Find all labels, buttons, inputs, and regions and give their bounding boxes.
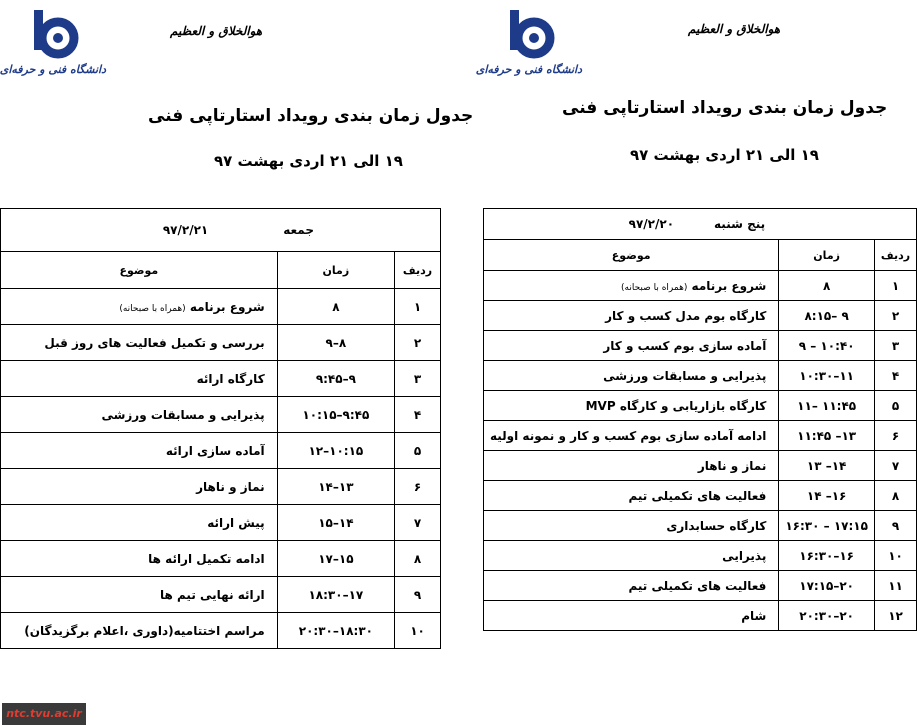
row-time: ۱۱:۴۵ –۱۱ — [779, 391, 875, 421]
row-number: ۹ — [395, 577, 441, 613]
schedule-table-thursday — [483, 208, 917, 631]
row-time: ۱۳–۱۴ — [277, 469, 394, 505]
row-topic — [484, 391, 779, 421]
table-row — [1, 541, 441, 577]
row-time: ۸ — [277, 289, 394, 325]
table-day-row — [484, 209, 917, 240]
row-number: ۶ — [395, 469, 441, 505]
table-row — [484, 361, 917, 391]
row-number: ۴ — [395, 397, 441, 433]
row-topic-text: پذیرایی و مسابقات ورزشی — [603, 368, 767, 383]
row-topic-text: شروع برنامه — [691, 278, 767, 293]
row-time: ۱۵–۱۷ — [277, 541, 394, 577]
row-topic — [484, 271, 779, 301]
row-topic — [1, 361, 278, 397]
row-topic — [484, 571, 779, 601]
header-time: زمان — [277, 252, 394, 289]
row-number: ۱۱ — [874, 571, 916, 601]
table-row — [1, 361, 441, 397]
day-name: جمعه — [283, 223, 314, 237]
row-topic-note: (همراه با صبحانه) — [119, 303, 186, 314]
page-title: جدول زمان بندی رویداد استارتاپی فنی — [148, 106, 474, 126]
day-date: ۹۷/۲/۲۰ — [628, 217, 675, 231]
day-date: ۹۷/۲/۲۱ — [162, 223, 209, 237]
table-row — [484, 451, 917, 481]
row-topic-text: ادامه تکمیل ارائه ها — [148, 551, 265, 566]
table-row — [484, 271, 917, 301]
row-number: ۱۲ — [874, 601, 916, 631]
row-time: ۲۰–۱۷:۱۵ — [779, 571, 875, 601]
row-topic-text: آماده سازی ارائه — [165, 443, 265, 458]
row-topic — [1, 289, 278, 325]
table-row — [1, 469, 441, 505]
row-number: ۳ — [395, 361, 441, 397]
table-row — [1, 289, 441, 325]
site-url-badge: ntc.tvu.ac.ir — [2, 703, 86, 725]
table-row — [484, 541, 917, 571]
table-day-row — [1, 209, 441, 252]
row-topic — [484, 601, 779, 631]
header-no: ردیف — [395, 252, 441, 289]
table-row — [1, 613, 441, 649]
row-number: ۲ — [395, 325, 441, 361]
row-time: ۱۴–۱۵ — [277, 505, 394, 541]
row-topic — [484, 451, 779, 481]
row-topic — [484, 421, 779, 451]
table-row — [1, 577, 441, 613]
table-row — [1, 325, 441, 361]
event-dates: ۱۹ الی ۲۱ اردی بهشت ۹۷ — [630, 146, 819, 164]
row-time: ۱۱–۱۰:۳۰ — [779, 361, 875, 391]
university-logo — [475, 8, 582, 86]
row-time: ۱۳– ۱۱:۴۵ — [779, 421, 875, 451]
row-time: ۹ –۸:۱۵ — [779, 301, 875, 331]
row-number: ۵ — [874, 391, 916, 421]
row-topic-text: فعالیت های تکمیلی تیم — [628, 488, 767, 503]
row-topic — [484, 361, 779, 391]
row-time: ۱۷–۱۸:۳۰ — [277, 577, 394, 613]
row-topic-text: ادامه آماده سازی بوم کسب و کار و نمونه اولیه — [490, 428, 767, 443]
row-time: ۱۶– ۱۴ — [779, 481, 875, 511]
row-topic — [1, 397, 278, 433]
row-time: ۸ — [779, 271, 875, 301]
table-row — [1, 397, 441, 433]
row-topic-text: شام — [741, 608, 767, 623]
row-topic — [484, 331, 779, 361]
row-topic — [484, 481, 779, 511]
row-time: ۹:۴۵–۱۰:۱۵ — [277, 397, 394, 433]
row-time: ۱۷:۱۵ – ۱۶:۳۰ — [779, 511, 875, 541]
row-time: ۱۸:۳۰–۲۰:۳۰ — [277, 613, 394, 649]
row-topic-text: کارگاه بازاریابی و کارگاه MVP — [585, 398, 767, 413]
row-topic-text: نماز و ناهار — [196, 479, 265, 494]
row-number: ۱ — [395, 289, 441, 325]
header-no: ردیف — [874, 240, 916, 271]
row-number: ۱۰ — [395, 613, 441, 649]
row-time: ۱۶–۱۶:۳۰ — [779, 541, 875, 571]
row-number: ۸ — [395, 541, 441, 577]
table-row — [484, 421, 917, 451]
schedule-panel-thursday — [470, 0, 911, 727]
table-row — [484, 571, 917, 601]
row-topic-text: کارگاه ارائه — [196, 371, 265, 386]
header-topic: موضوع — [1, 252, 278, 289]
tvu-logo-icon — [482, 8, 582, 64]
day-date-cell — [1, 209, 441, 252]
row-topic — [1, 541, 278, 577]
row-topic-text: آماده سازی بوم کسب و کار — [603, 338, 767, 353]
row-topic — [1, 577, 278, 613]
row-topic-text: پیش ارائه — [207, 515, 265, 530]
row-topic-text: بررسی و تکمیل فعالیت های روز قبل — [44, 335, 265, 350]
row-topic — [484, 511, 779, 541]
day-name: پنج شنبه — [714, 217, 766, 231]
row-topic-text: کارگاه بوم مدل کسب و کار — [605, 308, 767, 323]
row-time: ۱۴– ۱۳ — [779, 451, 875, 481]
row-number: ۸ — [874, 481, 916, 511]
row-topic — [1, 433, 278, 469]
motto: هوالخلاق و العظیم — [688, 22, 781, 36]
row-number: ۴ — [874, 361, 916, 391]
table-row — [484, 601, 917, 631]
row-time: ۹–۹:۴۵ — [277, 361, 394, 397]
header-time: زمان — [779, 240, 875, 271]
row-number: ۷ — [874, 451, 916, 481]
row-topic-note: (همراه با صبحانه) — [620, 282, 688, 293]
row-topic — [1, 469, 278, 505]
row-number: ۱۰ — [874, 541, 916, 571]
row-topic-text: مراسم اختتامیه(داوری ،اعلام برگزیدگان) — [24, 623, 265, 638]
row-topic-text: پذیرایی — [722, 548, 767, 563]
row-number: ۲ — [874, 301, 916, 331]
university-name: دانشگاه فنی و حرفه‌ای — [475, 63, 582, 76]
motto: هوالخلاق و العظیم — [170, 24, 263, 38]
row-topic-text: شروع برنامه — [189, 299, 265, 314]
row-topic-text: نماز و ناهار — [697, 458, 767, 473]
event-dates: ۱۹ الی ۲۱ اردی بهشت ۹۷ — [214, 152, 403, 170]
table-row — [484, 301, 917, 331]
page-title: جدول زمان بندی رویداد استارتاپی فنی — [562, 98, 888, 118]
table-row — [484, 331, 917, 361]
row-topic — [484, 301, 779, 331]
table-row — [484, 511, 917, 541]
row-number: ۶ — [874, 421, 916, 451]
university-name: دانشگاه فنی و حرفه‌ای — [0, 63, 106, 76]
row-time: ۱۰:۱۵–۱۲ — [277, 433, 394, 469]
table-row — [484, 481, 917, 511]
table-header-row — [1, 252, 441, 289]
row-number: ۱ — [874, 271, 916, 301]
row-topic — [1, 505, 278, 541]
tvu-logo-icon — [6, 8, 106, 64]
row-number: ۷ — [395, 505, 441, 541]
row-time: ۱۰:۴۰ – ۹ — [779, 331, 875, 361]
university-logo — [0, 8, 106, 86]
row-time: ۲۰–۲۰:۳۰ — [779, 601, 875, 631]
row-topic — [484, 541, 779, 571]
row-number: ۹ — [874, 511, 916, 541]
header-topic: موضوع — [484, 240, 779, 271]
row-topic-text: پذیرایی و مسابقات ورزشی — [101, 407, 265, 422]
row-topic-text: فعالیت های تکمیلی تیم — [628, 578, 767, 593]
row-topic — [1, 613, 278, 649]
table-header-row — [484, 240, 917, 271]
table-row — [1, 433, 441, 469]
row-time: ۸–۹ — [277, 325, 394, 361]
table-row — [484, 391, 917, 421]
table-row — [1, 505, 441, 541]
row-topic-text: کارگاه حسابداری — [666, 518, 767, 533]
day-date-cell — [484, 209, 917, 240]
row-topic — [1, 325, 278, 361]
schedule-table-friday — [0, 208, 441, 649]
row-topic-text: ارائه نهایی تیم ها — [160, 587, 265, 602]
row-number: ۳ — [874, 331, 916, 361]
row-number: ۵ — [395, 433, 441, 469]
